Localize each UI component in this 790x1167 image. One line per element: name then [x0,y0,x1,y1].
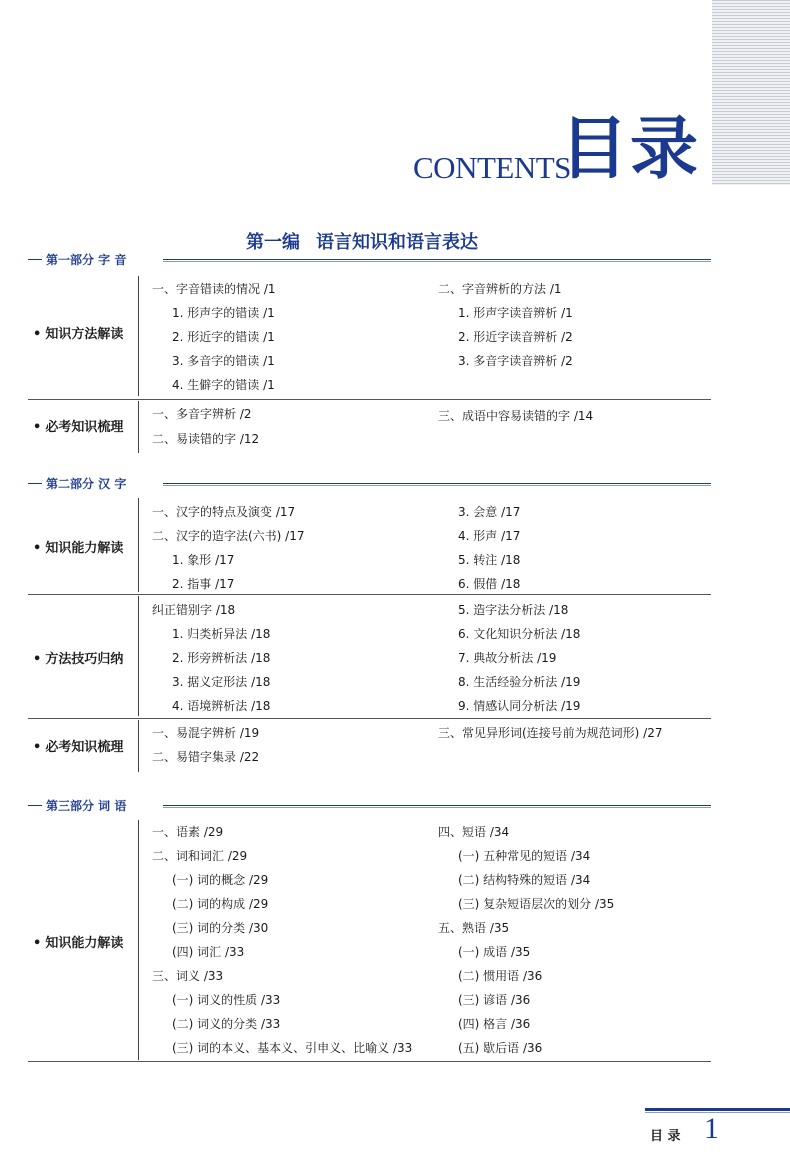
toc-entry[interactable]: 一、汉字的特点及演变 /17 [152,505,296,519]
toc-entry[interactable]: 一、语素 /29 [152,825,224,839]
toc-entry[interactable]: 一、字音错读的情况 /1 [152,282,276,296]
toc-entry[interactable]: (四) 格言 /36 [458,1017,531,1031]
footer-label: 目 录 [650,1129,681,1144]
page-title: 目录 [560,110,701,189]
toc-entry[interactable]: (三) 谚语 /36 [458,993,531,1007]
category-label: • 知识能力解读 [33,932,123,951]
toc-entry[interactable]: 五、熟语 /35 [438,921,510,935]
toc-entry[interactable]: 6. 文化知识分析法 /18 [458,627,581,641]
row-divider [28,399,711,400]
divider [138,820,139,1060]
corner-stripes [712,0,790,185]
toc-entry[interactable]: 6. 假借 /18 [458,577,521,591]
row-divider [28,1061,711,1062]
section-header-2 [28,475,711,491]
toc-entry[interactable]: 9. 情感认同分析法 /19 [458,699,581,713]
category-label: • 知识方法解读 [33,323,123,342]
toc-entry[interactable]: 2. 形旁辨析法 /18 [172,651,271,665]
toc-entry[interactable]: (二) 惯用语 /36 [458,969,543,983]
toc-entry[interactable]: 3. 会意 /17 [458,505,521,519]
toc-entry[interactable]: 2. 形近字读音辨析 /2 [458,330,573,344]
toc-entry[interactable]: (四) 词汇 /33 [172,945,245,959]
toc-entry[interactable]: 5. 造字法分析法 /18 [458,603,569,617]
toc-entry[interactable]: 4. 形声 /17 [458,529,521,543]
toc-entry[interactable]: 3. 多音字的错读 /1 [172,354,275,368]
divider [138,720,139,772]
section-label: 第一部分 字 音 [46,253,127,267]
toc-entry[interactable]: (二) 词的构成 /29 [172,897,269,911]
divider [138,498,139,592]
divider [138,276,139,396]
toc-entry[interactable]: 二、字音辨析的方法 /1 [438,282,562,296]
toc-entry[interactable]: 1. 形声字的错读 /1 [172,306,275,320]
toc-entry[interactable]: 4. 生僻字的错读 /1 [172,378,275,392]
section-label: 第二部分 汉 字 [46,477,127,491]
toc-entry[interactable]: (五) 歇后语 /36 [458,1041,543,1055]
contents-heading: CONTENTS [413,150,571,185]
toc-entry[interactable]: 2. 形近字的错读 /1 [172,330,275,344]
toc-entry[interactable]: 3. 多音字读音辨析 /2 [458,354,573,368]
toc-entry[interactable]: 一、易混字辨析 /19 [152,726,260,740]
toc-entry[interactable]: (一) 词义的性质 /33 [172,993,281,1007]
divider [138,401,139,453]
part-number: 第一编 [246,232,300,253]
section-header-3 [28,797,711,813]
page-number: 1 [704,1112,719,1145]
toc-entry[interactable]: 纠正错别字 /18 [152,603,236,617]
toc-entry[interactable]: 4. 语境辨析法 /18 [172,699,271,713]
row-divider [28,718,711,719]
toc-entry[interactable]: (三) 复杂短语层次的划分 /35 [458,897,615,911]
toc-entry[interactable]: (二) 结构特殊的短语 /34 [458,873,591,887]
category-label: • 知识能力解读 [33,537,123,556]
toc-entry[interactable]: 三、常见异形词(连接号前为规范词形) /27 [438,726,663,740]
toc-entry[interactable]: 二、词和词汇 /29 [152,849,248,863]
toc-entry[interactable]: 2. 指事 /17 [172,577,235,591]
footer-rule [645,1108,790,1111]
part-name: 语言知识和语言表达 [316,232,478,253]
toc-entry[interactable]: 3. 据义定形法 /18 [172,675,271,689]
toc-entry[interactable]: 二、易错字集录 /22 [152,750,260,764]
divider [138,596,139,716]
toc-entry[interactable]: (一) 五种常见的短语 /34 [458,849,591,863]
toc-entry[interactable]: 8. 生活经验分析法 /19 [458,675,581,689]
toc-entry[interactable]: (三) 词的本义、基本义、引申义、比喻义 /33 [172,1041,413,1055]
toc-entry[interactable]: 5. 转注 /18 [458,553,521,567]
category-label: • 方法技巧归纳 [33,648,123,667]
toc-entry[interactable]: 1. 形声字读音辨析 /1 [458,306,573,320]
section-label: 第三部分 词 语 [46,799,127,813]
row-divider [28,594,711,595]
toc-entry[interactable]: (二) 词义的分类 /33 [172,1017,281,1031]
toc-entry[interactable]: 四、短语 /34 [438,825,510,839]
toc-entry[interactable]: (一) 词的概念 /29 [172,873,269,887]
toc-entry[interactable]: 1. 归类析异法 /18 [172,627,271,641]
toc-entry[interactable]: 三、词义 /33 [152,969,224,983]
section-header-1 [28,251,711,267]
toc-entry[interactable]: 二、易读错的字 /12 [152,432,260,446]
toc-entry[interactable]: 二、汉字的造字法(六书) /17 [152,529,305,543]
toc-entry[interactable]: 7. 典故分析法 /19 [458,651,557,665]
toc-entry[interactable]: 一、多音字辨析 /2 [152,407,252,421]
toc-entry[interactable]: 1. 象形 /17 [172,553,235,567]
category-label: • 必考知识梳理 [33,736,123,755]
toc-entry[interactable]: 三、成语中容易读错的字 /14 [438,409,594,423]
category-label: • 必考知识梳理 [33,416,123,435]
toc-entry[interactable]: (一) 成语 /35 [458,945,531,959]
toc-entry[interactable]: (三) 词的分类 /30 [172,921,269,935]
